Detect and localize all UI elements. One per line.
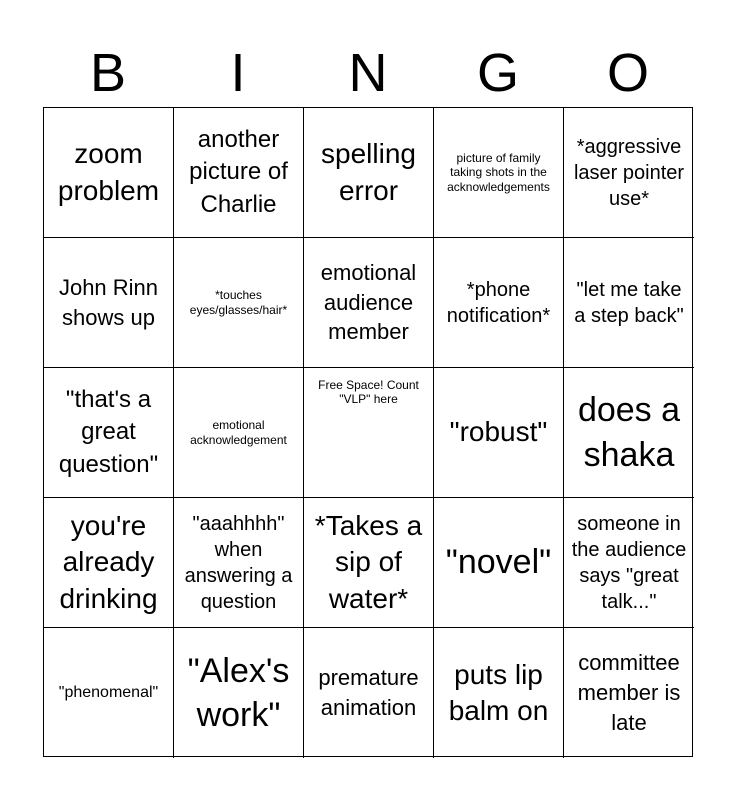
bingo-cell[interactable]: *phone notification* — [434, 238, 564, 368]
bingo-cell[interactable]: another picture of Charlie — [174, 108, 304, 238]
bingo-cell[interactable]: "Alex's work" — [174, 628, 304, 758]
bingo-cell[interactable]: zoom problem — [44, 108, 174, 238]
bingo-cell[interactable]: someone in the audience says "great talk..." — [564, 498, 694, 628]
free-space-cell[interactable]: Free Space! Count "VLP" here — [304, 368, 434, 498]
bingo-cell[interactable]: spelling error — [304, 108, 434, 238]
bingo-cell[interactable]: "that's a great question" — [44, 368, 174, 498]
header-letter-n: N — [348, 43, 388, 103]
bingo-card-grid — [43, 107, 693, 757]
bingo-cell[interactable]: emotional acknowledgement — [174, 368, 304, 498]
bingo-cell[interactable]: "let me take a step back" — [564, 238, 694, 368]
header-letter-o: O — [606, 43, 649, 103]
bingo-cell[interactable]: does a shaka — [564, 368, 694, 498]
bingo-cell[interactable]: puts lip balm on — [434, 628, 564, 758]
bingo-cell[interactable]: committee member is late — [577, 650, 681, 735]
bingo-cell[interactable]: "aaahhhh" when answering a question — [174, 498, 304, 628]
bingo-cell[interactable]: *touches eyes/glasses/hair* — [174, 238, 304, 368]
header-letter-b: B — [89, 43, 127, 103]
bingo-cell[interactable]: "phenomenal" — [44, 628, 174, 758]
bingo-cell[interactable]: *aggressive laser pointer use* — [564, 108, 694, 238]
header-letter-i: I — [230, 43, 246, 103]
bingo-header — [43, 40, 693, 106]
bingo-cell[interactable]: picture of family taking shots in the acknowledgements — [434, 108, 564, 238]
bingo-cell[interactable]: you're already drinking — [44, 498, 174, 628]
bingo-cell[interactable]: premature animation — [304, 628, 434, 758]
header-letter-g: G — [476, 43, 519, 103]
bingo-cell[interactable]: "robust" — [434, 368, 564, 498]
bingo-cell[interactable]: *Takes a sip of water* — [304, 498, 434, 628]
bingo-cell[interactable]: John Rinn shows up — [44, 238, 174, 368]
bingo-cell[interactable]: emotional audience member — [304, 238, 434, 368]
bingo-cell[interactable]: "novel" — [434, 498, 564, 628]
